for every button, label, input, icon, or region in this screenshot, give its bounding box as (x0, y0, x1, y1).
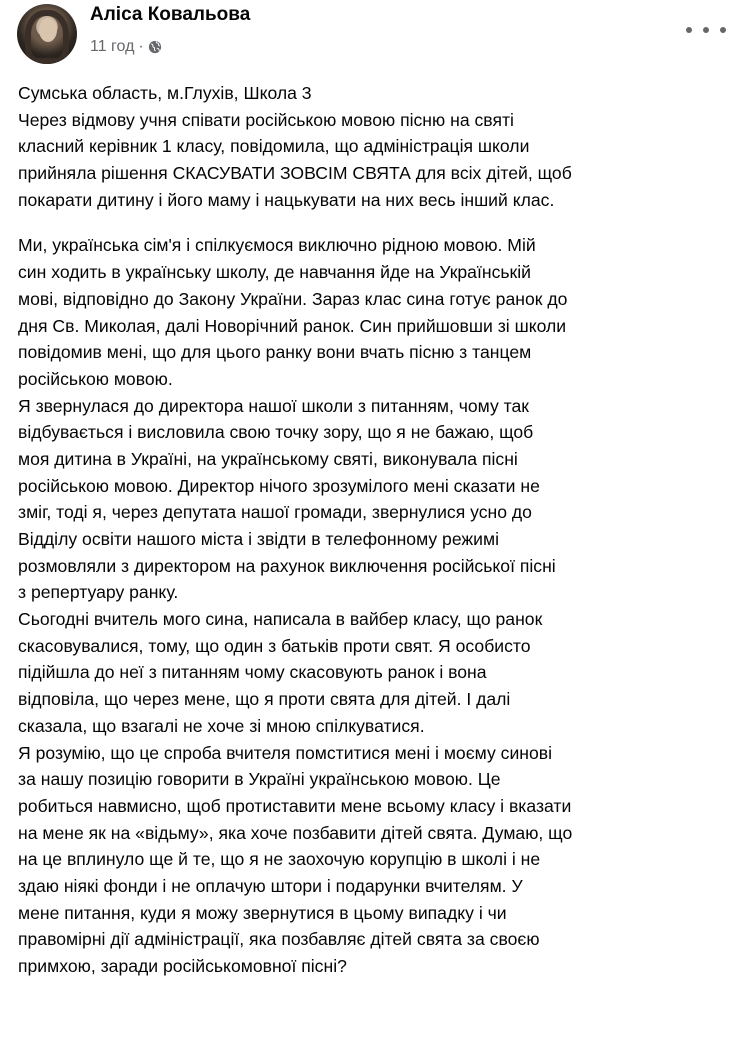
text-line: моя дитина в Україні, на українському святі, виконувала пісні (18, 448, 518, 469)
meta-separator: · (138, 38, 144, 55)
text-line: розмовляли з директором на рахунок виключення російської пісні (18, 555, 556, 576)
text-line: Через відмову учня співати російською мовою пісню на святі (18, 109, 514, 130)
post-time[interactable]: 11 год (90, 38, 135, 55)
text-line: підійшла до неї з питанням чому скасовують ранок і вона (18, 662, 487, 683)
text-line: примхою, заради російськомовної пісні? (18, 956, 347, 976)
post-text (18, 80, 740, 980)
text-line: Сьогодні вчитель мого сина, написала в вайбер класу, що ранок (18, 609, 543, 630)
text-line: класний керівник 1 класу, повідомила, що адміністрація школи (18, 136, 530, 157)
text-line: Я розумію, що це спроба вчителя помститися мені і моєму синові (18, 742, 553, 763)
text-line: дня Св. Миколая, далі Новорічний ранок. Син прийшовши зі школи (18, 315, 567, 336)
text-line: зміг, тоді я, через депутата нашої громади, звернулися усно до (18, 502, 532, 523)
more-options-icon[interactable] (686, 20, 726, 40)
text-line: Сумська область, м.Глухів, Школа 3 (18, 83, 312, 103)
text-line: правомірні дії адміністрації, яка позбавляє дітей свята за своєю (18, 929, 540, 950)
more-options-dot (703, 27, 709, 33)
text-line: повідомив мені, що для цього ранку вони вчать пісню з танцем (18, 342, 532, 363)
text-line: Відділу освіти нашого міста і звідти в телефонному режимі (18, 529, 500, 549)
post-meta (90, 38, 162, 56)
avatar-face (39, 18, 57, 42)
text-line: на це вплинуло ще й те, що я не заохочую корупцію в школі і не (18, 849, 541, 870)
text-line: російською мовою. Директор нічого зрозумілого мені сказати не (18, 475, 540, 496)
text-line: на мене як на «відьму», яка хоче позбавити дітей свята. Думаю, що (18, 822, 573, 843)
text-line: відповіла, що через мене, що я проти свята для дітей. І далі (18, 689, 511, 710)
text-line: Я звернулася до директора нашої школи з питанням, чому так (18, 395, 529, 416)
post-header (0, 0, 749, 72)
more-options-dot (720, 27, 726, 33)
author-name[interactable]: Аліса Ковальова (90, 4, 251, 25)
text-line: покарати дитину і його маму і нацькувати на них весь інший клас. (18, 189, 555, 210)
text-line: сказала, що взагалі не хоче зі мною спілкуватися. (18, 715, 425, 736)
text-line: скасовувалися, тому, що один з батьків проти свят. Я особисто (18, 635, 531, 656)
text-line: за нашу позицію говорити в Україні українською мовою. Це (18, 769, 501, 790)
text-line: з репертуару ранку. (18, 582, 179, 603)
text-line: Ми, українська сім'я і спілкуємося виключно рідною мовою. Мій (18, 235, 536, 256)
more-options-dot (686, 27, 692, 33)
text-line: прийняла рішення СКАСУВАТИ ЗОВСІМ СВЯТА для всіх дітей, щоб (18, 163, 572, 184)
text-line: мене питання, куди я можу звернутися в цьому випадку і чи (18, 902, 507, 923)
text-line: здаю ніякі фонди і не оплачую штори і подарунки вчителям. У (18, 875, 523, 896)
text-line: робиться навмисно, щоб протиставити мене всьому класу і вказати (18, 795, 572, 816)
text-line: відбувається і висловила свою точку зору, що я не бажаю, щоб (18, 422, 534, 443)
author-avatar[interactable] (17, 4, 77, 64)
text-line: мові, відповідно до Закону України. Зараз клас сина готує ранок до (18, 288, 568, 309)
globe-icon[interactable] (148, 40, 162, 54)
text-line: син ходить в українську школу, де навчання йде на Українській (18, 262, 531, 283)
text-line: російською мовою. (18, 368, 173, 389)
paragraph-gap (18, 213, 740, 232)
